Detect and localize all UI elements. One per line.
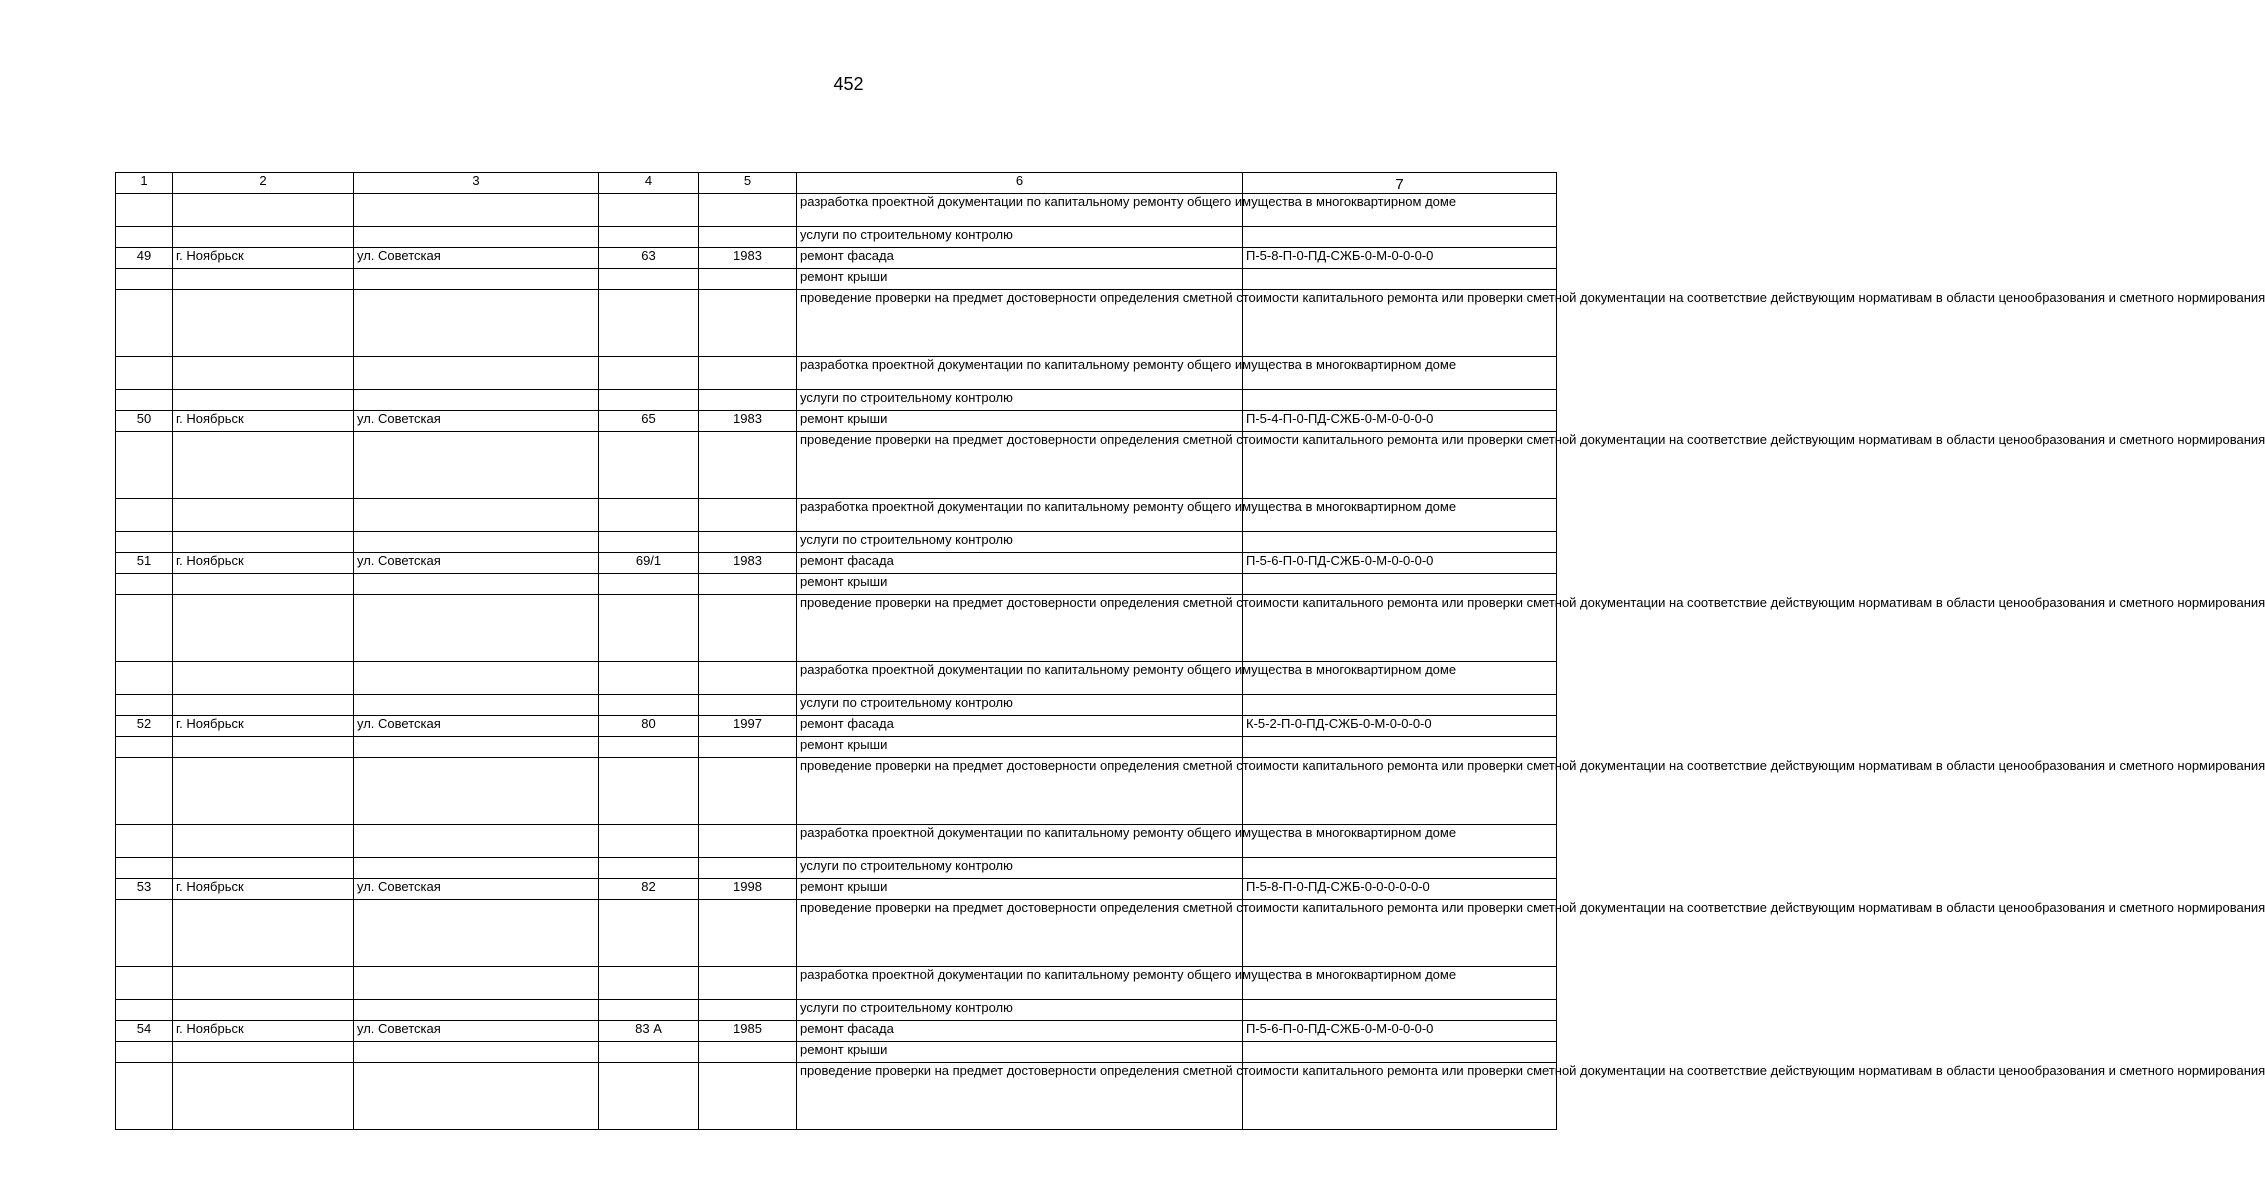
street-cell	[354, 662, 599, 695]
building-code-cell: П-5-6-П-0-ПД-СЖБ-0-М-0-0-0-0	[1243, 1021, 1557, 1042]
work-type-cell: ремонт фасада	[797, 716, 1243, 737]
row-number	[116, 900, 173, 967]
street-cell	[354, 432, 599, 499]
city-cell	[173, 900, 354, 967]
table-row	[116, 737, 1557, 758]
work-type-cell: ремонт фасада	[797, 553, 1243, 574]
street-cell	[354, 532, 599, 553]
street-cell	[354, 290, 599, 357]
city-cell	[173, 662, 354, 695]
column-header-7: 7	[1243, 173, 1557, 194]
table-body	[116, 194, 2265, 1130]
work-type-cell: ремонт крыши	[797, 574, 1243, 595]
work-type-cell: проведение проверки на предмет достоверности определения сметной стоимости капитального ремонта или проверки сметной документации на соответствие действующим нормативам в области ценообразования и сметного нормирования	[797, 595, 1243, 662]
street-cell	[354, 499, 599, 532]
year-cell	[699, 532, 797, 553]
house-number-cell	[599, 900, 699, 967]
building-code-cell: П-5-4-П-0-ПД-СЖБ-0-М-0-0-0-0	[1243, 411, 1557, 432]
table-row	[116, 1000, 1557, 1021]
city-cell: г. Ноябрьск	[173, 879, 354, 900]
city-cell: г. Ноябрьск	[173, 1021, 354, 1042]
house-number-cell	[599, 695, 699, 716]
city-cell	[173, 499, 354, 532]
street-cell	[354, 595, 599, 662]
street-cell	[354, 900, 599, 967]
row-number: 52	[116, 716, 173, 737]
column-header-3: 3	[354, 173, 599, 194]
street-cell	[354, 695, 599, 716]
city-cell	[173, 967, 354, 1000]
house-number-cell	[599, 499, 699, 532]
year-cell: 1983	[699, 411, 797, 432]
year-cell	[699, 499, 797, 532]
city-cell	[173, 390, 354, 411]
row-number: 53	[116, 879, 173, 900]
table-row	[116, 227, 1557, 248]
street-cell	[354, 1042, 599, 1063]
house-number-cell	[599, 967, 699, 1000]
year-cell: 1985	[699, 1021, 797, 1042]
city-cell: г. Ноябрьск	[173, 411, 354, 432]
row-number	[116, 532, 173, 553]
row-number: 50	[116, 411, 173, 432]
work-type-cell: разработка проектной документации по капитальному ремонту общего имущества в многоквартирном доме	[797, 357, 1243, 390]
street-cell	[354, 1063, 599, 1130]
house-number-cell	[599, 290, 699, 357]
row-number	[116, 858, 173, 879]
row-number	[116, 574, 173, 595]
house-number-cell	[599, 758, 699, 825]
table-row	[116, 1021, 1557, 1042]
table-row	[116, 879, 1557, 900]
city-cell	[173, 227, 354, 248]
table-row	[116, 194, 1557, 227]
street-cell	[354, 357, 599, 390]
table-row	[116, 662, 1557, 695]
street-cell: ул. Советская	[354, 1021, 599, 1042]
table-row	[116, 532, 1557, 553]
house-number-cell: 69/1	[599, 553, 699, 574]
work-type-cell: ремонт крыши	[797, 269, 1243, 290]
page-number: 452	[833, 74, 864, 94]
street-cell	[354, 967, 599, 1000]
year-cell	[699, 695, 797, 716]
work-type-cell: ремонт крыши	[797, 879, 1243, 900]
row-number	[116, 758, 173, 825]
work-type-cell: разработка проектной документации по капитальному ремонту общего имущества в многоквартирном доме	[797, 967, 1243, 1000]
table-row	[116, 716, 1557, 737]
year-cell	[699, 737, 797, 758]
building-code-cell	[1243, 269, 1557, 290]
column-header-4: 4	[599, 173, 699, 194]
row-number	[116, 1063, 173, 1130]
city-cell	[173, 357, 354, 390]
building-code-cell: П-5-8-П-0-ПД-СЖБ-0-0-0-0-0-0	[1243, 879, 1557, 900]
column-header-1: 1	[116, 173, 173, 194]
building-code-cell	[1243, 574, 1557, 595]
house-number-cell	[599, 858, 699, 879]
row-number	[116, 825, 173, 858]
header-row	[116, 173, 1557, 194]
street-cell: ул. Советская	[354, 411, 599, 432]
year-cell	[699, 1000, 797, 1021]
row-number	[116, 390, 173, 411]
house-number-cell	[599, 227, 699, 248]
street-cell: ул. Советская	[354, 553, 599, 574]
city-cell	[173, 269, 354, 290]
house-number-cell: 65	[599, 411, 699, 432]
table-row	[116, 290, 1557, 357]
work-type-cell: ремонт фасада	[797, 248, 1243, 269]
building-code-cell	[1243, 1042, 1557, 1063]
house-number-cell	[599, 825, 699, 858]
street-cell: ул. Советская	[354, 716, 599, 737]
year-cell	[699, 390, 797, 411]
column-header-2: 2	[173, 173, 354, 194]
row-number	[116, 357, 173, 390]
building-code-cell	[1243, 1000, 1557, 1021]
work-type-cell: проведение проверки на предмет достоверности определения сметной стоимости капитального ремонта или проверки сметной документации на соответствие действующим нормативам в области ценообразования и сметного нормирования	[797, 758, 1243, 825]
table-row	[116, 357, 1557, 390]
street-cell	[354, 858, 599, 879]
city-cell: г. Ноябрьск	[173, 248, 354, 269]
work-type-cell: разработка проектной документации по капитальному ремонту общего имущества в многоквартирном доме	[797, 825, 1243, 858]
house-number-cell: 63	[599, 248, 699, 269]
street-cell: ул. Советская	[354, 248, 599, 269]
house-number-cell	[599, 595, 699, 662]
work-type-cell: услуги по строительному контролю	[797, 227, 1243, 248]
work-type-cell: проведение проверки на предмет достоверности определения сметной стоимости капитального ремонта или проверки сметной документации на соответствие действующим нормативам в области ценообразования и сметного нормирования	[797, 432, 1243, 499]
work-type-cell: проведение проверки на предмет достоверности определения сметной стоимости капитального ремонта или проверки сметной документации на соответствие действующим нормативам в области ценообразования и сметного нормирования	[797, 900, 1243, 967]
year-cell	[699, 662, 797, 695]
city-cell	[173, 758, 354, 825]
building-code-cell	[1243, 695, 1557, 716]
year-cell	[699, 574, 797, 595]
work-type-cell: разработка проектной документации по капитальному ремонту общего имущества в многоквартирном доме	[797, 499, 1243, 532]
year-cell: 1983	[699, 553, 797, 574]
year-cell	[699, 967, 797, 1000]
year-cell: 1998	[699, 879, 797, 900]
house-number-cell: 82	[599, 879, 699, 900]
table-row	[116, 574, 1557, 595]
work-type-cell: услуги по строительному контролю	[797, 532, 1243, 553]
city-cell: г. Ноябрьск	[173, 716, 354, 737]
table-row	[116, 269, 1557, 290]
table-row	[116, 1063, 1557, 1130]
table-row	[116, 432, 1557, 499]
year-cell	[699, 290, 797, 357]
table-row	[116, 1042, 1557, 1063]
city-cell	[173, 737, 354, 758]
year-cell: 1997	[699, 716, 797, 737]
work-type-cell: услуги по строительному контролю	[797, 1000, 1243, 1021]
city-cell	[173, 825, 354, 858]
building-code-cell	[1243, 737, 1557, 758]
year-cell: 1983	[699, 248, 797, 269]
building-code-cell	[1243, 390, 1557, 411]
city-cell	[173, 595, 354, 662]
house-number-cell	[599, 269, 699, 290]
year-cell	[699, 1042, 797, 1063]
row-number	[116, 499, 173, 532]
house-number-cell	[599, 532, 699, 553]
city-cell	[173, 1063, 354, 1130]
table-row	[116, 248, 1557, 269]
building-code-cell	[1243, 227, 1557, 248]
house-number-cell	[599, 432, 699, 499]
building-code-cell: П-5-8-П-0-ПД-СЖБ-0-М-0-0-0-0	[1243, 248, 1557, 269]
work-type-cell: услуги по строительному контролю	[797, 390, 1243, 411]
house-number-cell	[599, 1063, 699, 1130]
street-cell	[354, 737, 599, 758]
year-cell	[699, 227, 797, 248]
street-cell	[354, 825, 599, 858]
year-cell	[699, 269, 797, 290]
year-cell	[699, 357, 797, 390]
year-cell	[699, 595, 797, 662]
row-number	[116, 432, 173, 499]
street-cell	[354, 574, 599, 595]
house-number-cell	[599, 574, 699, 595]
row-number	[116, 967, 173, 1000]
table-row	[116, 825, 1557, 858]
work-type-cell: ремонт крыши	[797, 411, 1243, 432]
repair-register-table	[115, 172, 2265, 1130]
house-number-cell	[599, 1042, 699, 1063]
table-row	[116, 758, 1557, 825]
year-cell	[699, 432, 797, 499]
table-row	[116, 967, 1557, 1000]
table-row	[116, 858, 1557, 879]
house-number-cell	[599, 662, 699, 695]
row-number	[116, 269, 173, 290]
column-header-5: 5	[699, 173, 797, 194]
row-number	[116, 595, 173, 662]
street-cell: ул. Советская	[354, 879, 599, 900]
house-number-cell	[599, 390, 699, 411]
street-cell	[354, 758, 599, 825]
building-code-cell: П-5-6-П-0-ПД-СЖБ-0-М-0-0-0-0	[1243, 553, 1557, 574]
work-type-cell: ремонт крыши	[797, 1042, 1243, 1063]
work-type-cell: разработка проектной документации по капитальному ремонту общего имущества в многоквартирном доме	[797, 662, 1243, 695]
table-row	[116, 695, 1557, 716]
work-type-cell: проведение проверки на предмет достоверности определения сметной стоимости капитального ремонта или проверки сметной документации на соответствие действующим нормативам в области ценообразования и сметного нормирования	[797, 290, 1243, 357]
house-number-cell	[599, 194, 699, 227]
year-cell	[699, 758, 797, 825]
row-number	[116, 194, 173, 227]
row-number: 49	[116, 248, 173, 269]
street-cell	[354, 227, 599, 248]
year-cell	[699, 900, 797, 967]
row-number	[116, 227, 173, 248]
table-row	[116, 411, 1557, 432]
house-number-cell: 80	[599, 716, 699, 737]
house-number-cell	[599, 737, 699, 758]
row-number	[116, 1000, 173, 1021]
row-number: 51	[116, 553, 173, 574]
street-cell	[354, 1000, 599, 1021]
year-cell	[699, 825, 797, 858]
work-type-cell: проведение проверки на предмет достоверности определения сметной стоимости капитального ремонта или проверки сметной документации на соответствие действующим нормативам в области ценообразования и сметного нормирования	[797, 1063, 1243, 1130]
table-row	[116, 595, 1557, 662]
row-number: 54	[116, 1021, 173, 1042]
table-row	[116, 553, 1557, 574]
work-type-cell: ремонт крыши	[797, 737, 1243, 758]
city-cell	[173, 532, 354, 553]
city-cell	[173, 290, 354, 357]
table-row	[116, 390, 1557, 411]
house-number-cell	[599, 1000, 699, 1021]
year-cell	[699, 858, 797, 879]
row-number	[116, 662, 173, 695]
city-cell	[173, 574, 354, 595]
building-code-cell: К-5-2-П-0-ПД-СЖБ-0-М-0-0-0-0	[1243, 716, 1557, 737]
city-cell	[173, 1000, 354, 1021]
house-number-cell	[599, 357, 699, 390]
year-cell	[699, 194, 797, 227]
city-cell	[173, 1042, 354, 1063]
work-type-cell: услуги по строительному контролю	[797, 858, 1243, 879]
city-cell	[173, 194, 354, 227]
city-cell: г. Ноябрьск	[173, 553, 354, 574]
street-cell	[354, 194, 599, 227]
city-cell	[173, 858, 354, 879]
work-type-cell: услуги по строительному контролю	[797, 695, 1243, 716]
city-cell	[173, 432, 354, 499]
row-number	[116, 1042, 173, 1063]
city-cell	[173, 695, 354, 716]
row-number	[116, 695, 173, 716]
work-type-cell: разработка проектной документации по капитальному ремонту общего имущества в многоквартирном доме	[797, 194, 1243, 227]
column-header-6: 6	[797, 173, 1243, 194]
building-code-cell	[1243, 858, 1557, 879]
house-number-cell: 83 А	[599, 1021, 699, 1042]
row-number	[116, 290, 173, 357]
street-cell	[354, 390, 599, 411]
year-cell	[699, 1063, 797, 1130]
table-header	[116, 173, 1557, 194]
table-row	[116, 900, 1557, 967]
building-code-cell	[1243, 532, 1557, 553]
row-number	[116, 737, 173, 758]
table-row	[116, 499, 1557, 532]
street-cell	[354, 269, 599, 290]
work-type-cell: ремонт фасада	[797, 1021, 1243, 1042]
